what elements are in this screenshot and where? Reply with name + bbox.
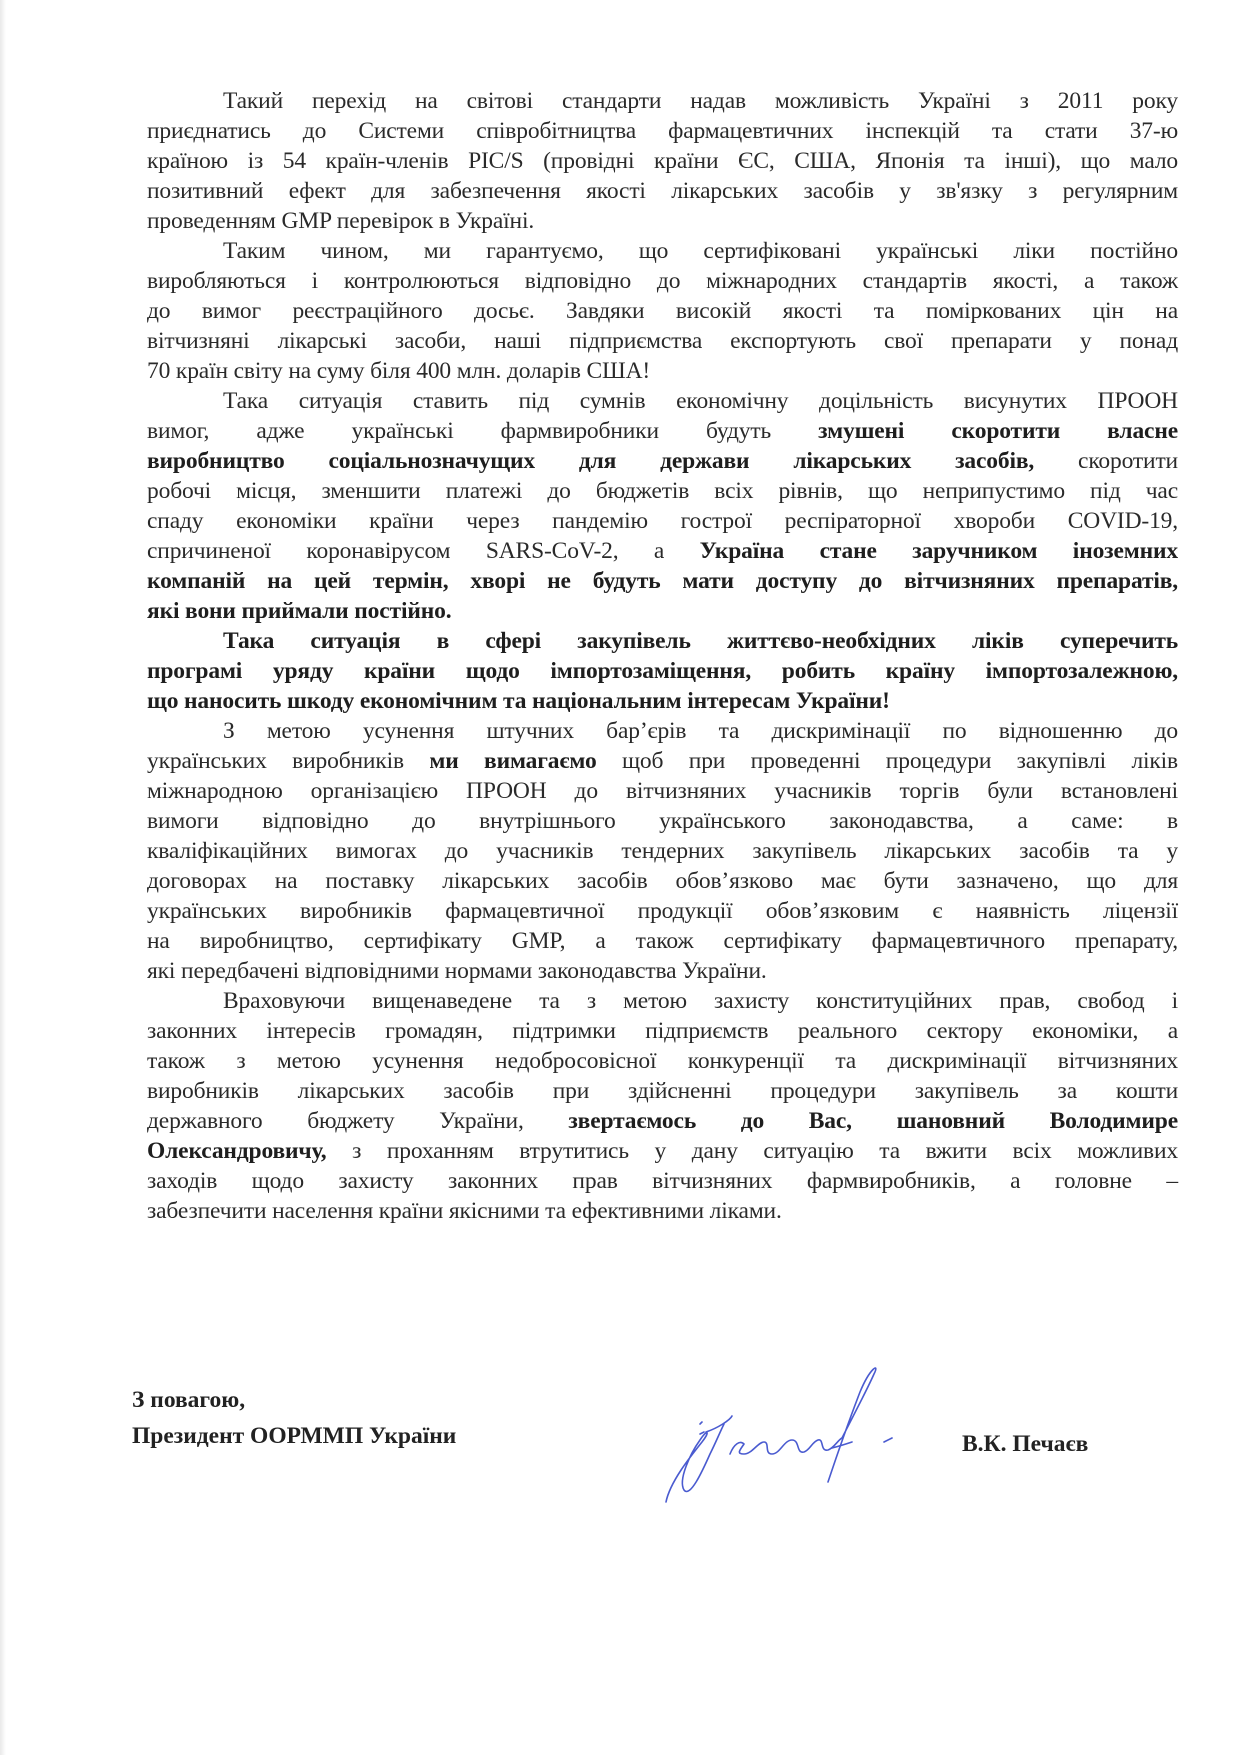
paragraph xyxy=(147,86,1178,236)
text-line xyxy=(147,1076,1178,1106)
text-line xyxy=(147,596,1178,626)
text-line xyxy=(147,746,1178,776)
text: вимоги відповідно до внутрішнього українського законодавства, а саме: в xyxy=(147,808,1178,834)
paragraph xyxy=(147,986,1178,1226)
text: Таким чином, ми гарантуємо, що сертифіковані українські ліки постійно xyxy=(223,238,1178,264)
signature-stroke-3 xyxy=(730,1438,842,1454)
bold-text: що наносить шкоду економічним та національним інтересам України! xyxy=(147,688,890,714)
text: щоб при проведенні процедури закупівлі ліків xyxy=(596,748,1178,774)
text: заходів щодо захисту законних прав вітчизняних фармвиробників, а головне – xyxy=(147,1168,1178,1194)
signature-stroke-2 xyxy=(700,1416,732,1434)
text: Враховуючи вищенаведене та з метою захисту конституційних прав, свобод і xyxy=(223,988,1178,1014)
bold-text: компаній на цей термін, хворі не будуть мати доступу до вітчизняних препаратів, xyxy=(147,568,1178,594)
text: українських виробників фармацевтичної продукції обов’язковим є наявність ліцензії xyxy=(147,898,1178,924)
text: законних інтересів громадян, підтримки підприємств реального сектору економіки, а xyxy=(147,1018,1178,1044)
text-line xyxy=(147,926,1178,956)
text: скоротити xyxy=(1034,448,1178,474)
text: забезпечити населення країни якісними та ефективними ліками. xyxy=(147,1198,782,1224)
text: кваліфікаційних вимогах до учасників тендерних закупівель лікарських засобів та у xyxy=(147,838,1178,864)
bold-text: Україна стане заручником іноземних xyxy=(699,538,1178,564)
bold-text: програмі уряду країни щодо імпортозаміщення, робить країну імпортозалежною, xyxy=(147,658,1178,684)
letter-body xyxy=(147,86,1178,1226)
text-line xyxy=(147,416,1178,446)
text-line xyxy=(147,656,1178,686)
text-line xyxy=(147,296,1178,326)
text-line xyxy=(147,716,1178,746)
text: виробників лікарських засобів при здійсненні процедури закупівель за кошти xyxy=(147,1078,1178,1104)
text-line xyxy=(147,566,1178,596)
text: до вимог реєстраційного досьє. Завдяки високій якості та поміркованих цін на xyxy=(147,298,1178,324)
text-line xyxy=(147,956,1178,986)
signature-stroke-6 xyxy=(884,1438,892,1442)
paragraph xyxy=(147,716,1178,986)
text-line xyxy=(147,326,1178,356)
text-line xyxy=(147,476,1178,506)
text: проведенням GMP перевірок в Україні. xyxy=(147,208,535,234)
text-line xyxy=(147,986,1178,1016)
text-line xyxy=(147,206,1178,236)
handwritten-signature-icon xyxy=(660,1362,910,1507)
text-line xyxy=(147,386,1178,416)
paragraph xyxy=(147,386,1178,626)
bold-text: Така ситуація в сфері закупівель життєво-необхідних ліків суперечить xyxy=(223,628,1178,654)
text-line xyxy=(147,1136,1178,1166)
bold-text: виробництво соціальнозначущих для держави лікарських засобів, xyxy=(147,448,1035,474)
closing-block xyxy=(132,1382,456,1454)
text-line xyxy=(147,116,1178,146)
text: Така ситуація ставить під сумнів економічну доцільність висунутих ПРООН xyxy=(223,388,1178,414)
text: на виробництво, сертифікату GMP, а також сертифікату фармацевтичного препарату, xyxy=(147,928,1178,954)
bold-text: змушені скоротити власне xyxy=(818,418,1178,444)
signature-stroke-4 xyxy=(828,1368,876,1482)
signature-stroke-1 xyxy=(666,1424,724,1502)
bold-text: ми вимагаємо xyxy=(429,748,597,774)
text-line xyxy=(147,86,1178,116)
bold-text: які вони приймали постійно. xyxy=(147,598,452,624)
text: міжнародною організацією ПРООН до вітчизняних учасників торгів були встановлені xyxy=(147,778,1178,804)
text-line xyxy=(147,866,1178,896)
text: З метою усунення штучних бар’єрів та дискримінації по відношенню до xyxy=(223,718,1178,744)
text: які передбачені відповідними нормами законодавства України. xyxy=(147,958,767,984)
text: також з метою усунення недобросовісної конкуренції та дискримінації вітчизняних xyxy=(147,1048,1178,1074)
salutation: З повагою, xyxy=(132,1387,246,1413)
text: спричиненої коронавірусом SARS-CoV-2, а xyxy=(147,538,700,564)
paragraph xyxy=(147,236,1178,386)
text: вітчизняні лікарські засоби, наші підприємства експортують свої препарати у понад xyxy=(147,328,1178,354)
text: договорах на поставку лікарських засобів обов’язково має бути зазначено, що для xyxy=(147,868,1178,894)
signer-name: В.К. Печаєв xyxy=(962,1431,1089,1457)
text-line xyxy=(147,686,1178,716)
text: вимог, адже українські фармвиробники будуть xyxy=(147,418,819,444)
scan-page-edge xyxy=(0,0,6,1755)
text: позитивний ефект для забезпечення якості лікарських засобів у зв'язку з регулярним xyxy=(147,178,1178,204)
bold-text: звертаємось до Вас, шановний Володимире xyxy=(568,1108,1178,1134)
text-line xyxy=(147,1016,1178,1046)
text-line xyxy=(147,236,1178,266)
text-line xyxy=(147,896,1178,926)
text: 70 країн світу на суму біля 400 млн. доларів США! xyxy=(147,358,651,384)
text: робочі місця, зменшити платежі до бюджетів всіх рівнів, що неприпустимо під час xyxy=(147,478,1178,504)
text-line xyxy=(147,506,1178,536)
text: приєднатись до Системи співробітництва фармацевтичних інспекцій та стати 37-ю xyxy=(147,118,1178,144)
text-line xyxy=(147,1046,1178,1076)
text-line xyxy=(147,356,1178,386)
text: спаду економіки країни через пандемію гострої респіраторної хвороби COVID-19, xyxy=(147,508,1178,534)
text-line xyxy=(147,536,1178,566)
text: державного бюджету України, xyxy=(147,1108,569,1134)
text-line xyxy=(147,1166,1178,1196)
text-line xyxy=(147,776,1178,806)
text-line xyxy=(147,836,1178,866)
text-line xyxy=(147,1196,1178,1226)
bold-text: Олександровичу, xyxy=(147,1138,327,1164)
text-line xyxy=(147,1106,1178,1136)
text-line xyxy=(147,176,1178,206)
signer-position: Президент ООРММП України xyxy=(132,1423,457,1449)
text-line xyxy=(147,446,1178,476)
signature-stroke-7 xyxy=(700,1422,702,1424)
text-line xyxy=(147,806,1178,836)
text: українських виробників xyxy=(147,748,430,774)
text: виробляються і контролюються відповідно до міжнародних стандартів якості, а також xyxy=(147,268,1178,294)
text-line xyxy=(147,626,1178,656)
text: з проханням втрутитись у дану ситуацію та вжити всіх можливих xyxy=(326,1138,1178,1164)
text: країною із 54 країн-членів PIC/S (провідні країни ЄС, США, Японія та інші), що мало xyxy=(147,148,1178,174)
text-line xyxy=(147,146,1178,176)
text-line xyxy=(147,266,1178,296)
text: Такий перехід на світові стандарти надав можливість Україні з 2011 року xyxy=(223,88,1178,114)
paragraph xyxy=(147,626,1178,716)
